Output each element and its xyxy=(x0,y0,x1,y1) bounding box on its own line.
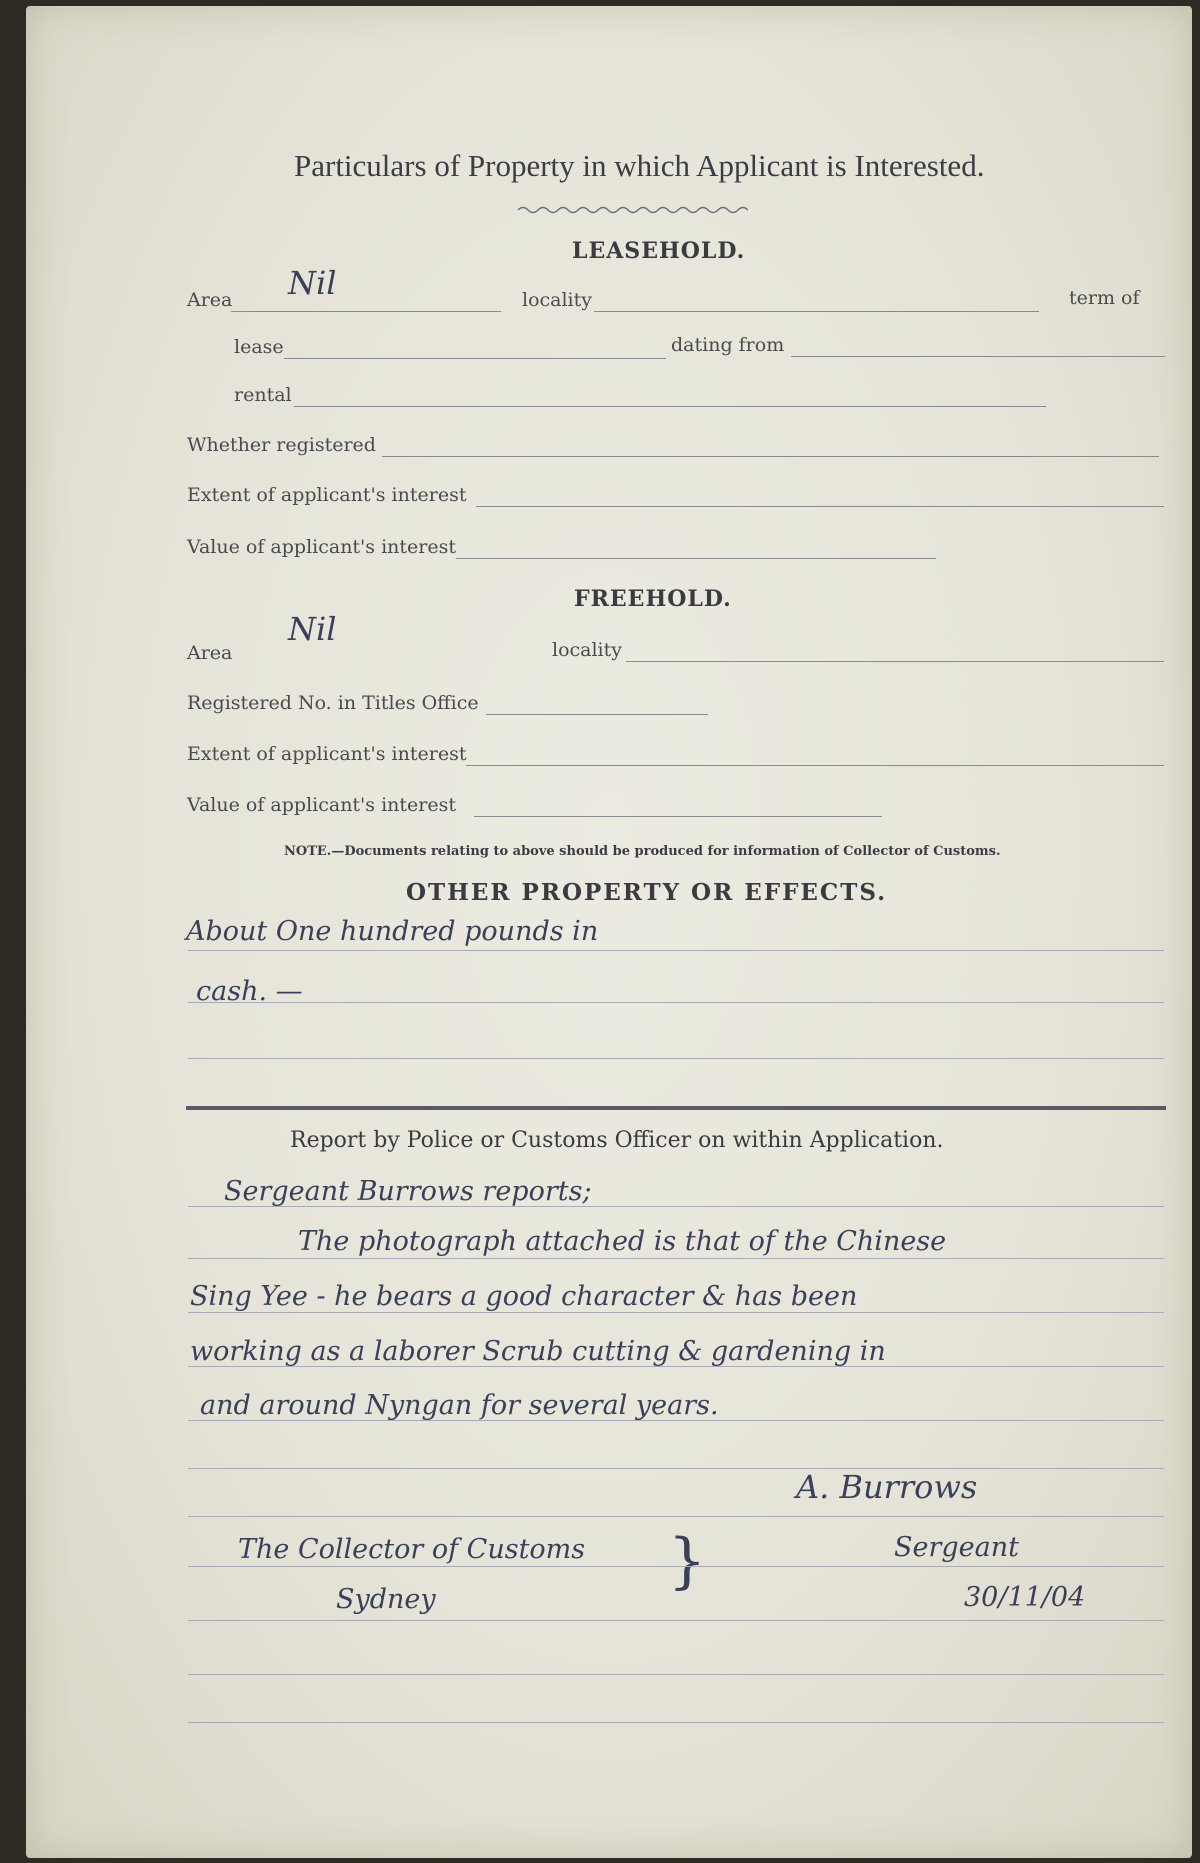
note-text: NOTE.—Documents relating to above should be produced for information of Collector of Customs. xyxy=(284,844,1001,859)
report-ruled-line-1 xyxy=(188,1206,1164,1207)
leasehold-locality-line xyxy=(594,311,1039,312)
report-heading: Report by Police or Customs Officer on within Application. xyxy=(290,1128,944,1153)
freehold-regno-label: Registered No. in Titles Office xyxy=(187,692,479,714)
leasehold-lease-line xyxy=(284,358,666,359)
page-title: Particulars of Property in which Applicant is Interested. xyxy=(294,148,985,183)
leasehold-registered-label: Whether registered xyxy=(187,434,376,456)
report-ruled-line-3 xyxy=(188,1312,1164,1313)
leasehold-lease-label: lease xyxy=(234,336,284,358)
leasehold-locality-label: locality xyxy=(522,289,593,311)
leasehold-value-line xyxy=(456,558,936,559)
freehold-locality-label: locality xyxy=(552,639,623,661)
report-ruled-line-7 xyxy=(188,1516,1164,1517)
report-ruled-line-11 xyxy=(188,1722,1164,1723)
leasehold-area-value: Nil xyxy=(288,264,337,302)
freehold-area-value: Nil xyxy=(288,610,337,648)
leasehold-value-label: Value of applicant's interest xyxy=(187,536,456,558)
other-property-line-2: cash. — xyxy=(196,976,303,1007)
report-ruled-line-8 xyxy=(188,1566,1164,1567)
leasehold-dating-line xyxy=(791,356,1165,357)
freehold-locality-line xyxy=(626,661,1164,662)
other-property-heading: OTHER PROPERTY OR EFFECTS. xyxy=(406,879,888,906)
report-line-5: and around Nyngan for several years. xyxy=(200,1390,719,1421)
leasehold-area-label: Area xyxy=(187,289,233,311)
other-property-line-1: About One hundred pounds in xyxy=(186,916,599,947)
other-ruled-line-2 xyxy=(188,1002,1164,1003)
freehold-value-line xyxy=(474,816,882,817)
report-line-4: working as a laborer Scrub cutting & gardening in xyxy=(190,1336,886,1367)
report-line-3: Sing Yee - he bears a good character & has been xyxy=(190,1281,858,1312)
report-ruled-line-4 xyxy=(188,1366,1164,1367)
leasehold-area-line xyxy=(231,311,501,312)
section-divider xyxy=(186,1106,1166,1110)
freehold-extent-label: Extent of applicant's interest xyxy=(187,743,467,765)
leasehold-rental-line xyxy=(294,406,1046,407)
rank: Sergeant xyxy=(894,1532,1019,1563)
leasehold-rental-label: rental xyxy=(234,384,292,406)
other-ruled-line-3 xyxy=(188,1058,1164,1059)
report-ruled-line-10 xyxy=(188,1674,1164,1675)
signature: A. Burrows xyxy=(796,1468,978,1506)
leasehold-registered-line xyxy=(382,456,1159,457)
freehold-extent-line xyxy=(466,765,1164,766)
leasehold-term-label: term of xyxy=(1069,287,1140,309)
report-date: 30/11/04 xyxy=(964,1582,1086,1613)
report-ruled-line-9 xyxy=(188,1620,1164,1621)
leasehold-dating-label: dating from xyxy=(671,334,785,356)
addressee-brace: } xyxy=(668,1526,707,1596)
title-ornament xyxy=(518,204,748,216)
report-ruled-line-5 xyxy=(188,1420,1164,1421)
document-page xyxy=(26,6,1192,1858)
addressee-line-1: The Collector of Customs xyxy=(238,1534,586,1565)
report-line-1: Sergeant Burrows reports; xyxy=(224,1176,592,1207)
freehold-regno-line xyxy=(486,714,708,715)
report-ruled-line-2 xyxy=(188,1258,1164,1259)
leasehold-extent-line xyxy=(476,506,1164,507)
addressee-line-2: Sydney xyxy=(336,1584,436,1615)
freehold-area-label: Area xyxy=(187,642,233,664)
report-line-2: The photograph attached is that of the Chinese xyxy=(298,1226,947,1257)
report-ruled-line-6 xyxy=(188,1468,1164,1469)
other-ruled-line-1 xyxy=(188,950,1164,951)
freehold-value-label: Value of applicant's interest xyxy=(187,794,456,816)
freehold-heading: FREEHOLD. xyxy=(574,586,732,612)
leasehold-extent-label: Extent of applicant's interest xyxy=(187,484,467,506)
leasehold-heading: LEASEHOLD. xyxy=(572,238,746,264)
